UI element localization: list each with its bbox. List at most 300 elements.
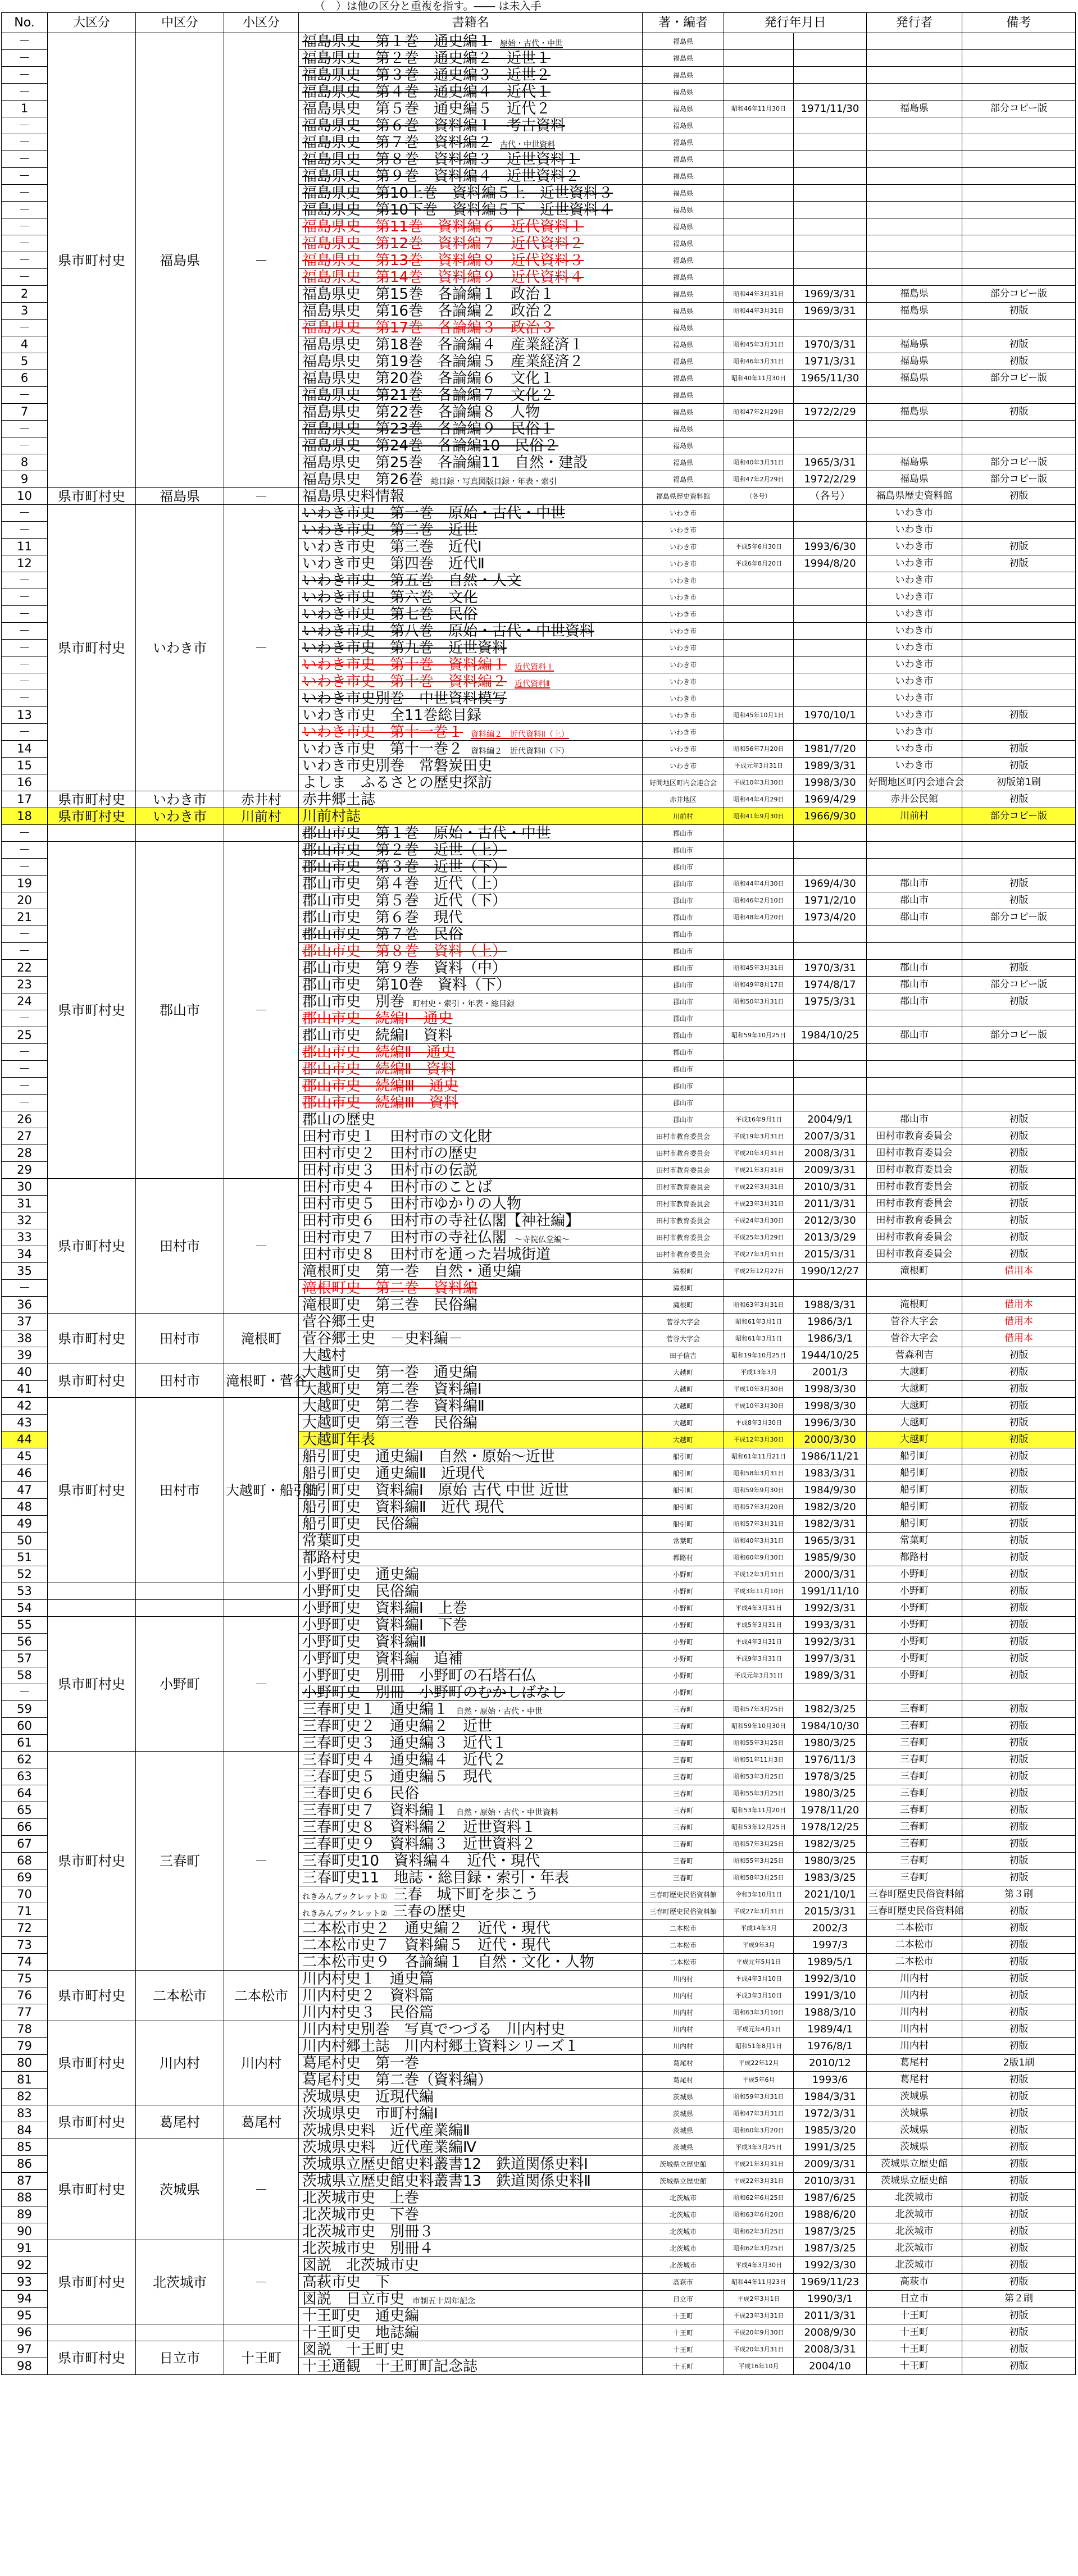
title-text: 茨城県史 市町村編Ⅰ (302, 2105, 438, 2122)
author-editor: 高萩市 (643, 2274, 724, 2291)
publish-date-japanese: 平成23年3月31日 (724, 1196, 794, 1212)
row-number: 67 (2, 1836, 48, 1853)
title-text: 三春町史10 資料編４ 近代・現代 (302, 1852, 540, 1870)
row-number: 75 (2, 1971, 48, 1987)
book-title (299, 842, 643, 859)
publish-date-western: 1998/3/30 (794, 1381, 867, 1398)
title-subtitle: 町村史・索引・年表・総目録 (412, 999, 515, 1009)
author-editor: 滝根町 (643, 1280, 724, 1297)
title-text: 高萩市史 下 (302, 2273, 390, 2291)
remarks: 初版 (962, 1364, 1076, 1381)
title-text: 郡山市史 第３巻 近世（下） (302, 858, 507, 876)
row-number: － (2, 387, 48, 404)
publisher: 常葉町 (867, 1533, 962, 1549)
author-editor: 三春町 (643, 1735, 724, 1752)
minor-category: － (224, 842, 299, 1179)
publish-date-japanese: 平成16年9月1日 (724, 1111, 794, 1128)
publish-date-japanese (724, 673, 794, 690)
publish-date-japanese: 令和3年10月1日 (724, 1886, 794, 1903)
publish-date-western: 2009/3/31 (794, 1162, 867, 1179)
publisher: いわき市 (867, 707, 962, 724)
row-number: 97 (2, 2341, 48, 2358)
book-title (299, 640, 643, 656)
remarks (962, 437, 1076, 454)
publish-date-japanese: 昭和59年3月31日 (724, 2089, 794, 2105)
publisher: 高萩市 (867, 2274, 962, 2291)
author-editor: 北茨城市 (643, 2223, 724, 2240)
publisher: 大越町 (867, 1431, 962, 1448)
table-row (2, 2324, 1076, 2341)
publish-date-japanese: 昭和61年3月1日 (724, 1314, 794, 1330)
title-text: 福島県史 第12巻 資料編７ 近代資料２ (302, 235, 584, 252)
publisher: いわき市 (867, 640, 962, 656)
book-title (299, 1061, 643, 1078)
author-editor: 福島県 (643, 454, 724, 471)
publish-date-japanese (724, 387, 794, 404)
author-editor: 郡山市 (643, 977, 724, 993)
table-row (2, 1600, 1076, 1617)
remarks (962, 1095, 1076, 1111)
publish-date-western: 1978/11/20 (794, 1802, 867, 1819)
publisher: 田村市教育委員会 (867, 1179, 962, 1196)
remarks: 初版 (962, 2274, 1076, 2291)
publisher (867, 1078, 962, 1095)
publish-date-japanese (724, 842, 794, 859)
remarks: 初版 (962, 1718, 1076, 1735)
book-title (299, 2004, 643, 2021)
remarks (962, 421, 1076, 437)
middle-category: 二本松市 (136, 1971, 224, 2021)
middle-category: 小野町 (136, 1617, 224, 1752)
book-title (299, 1246, 643, 1263)
publish-date-japanese (724, 606, 794, 623)
middle-category: 田村市 (136, 1398, 224, 1583)
middle-category (136, 1600, 224, 1617)
publisher (867, 842, 962, 859)
row-number: 86 (2, 2156, 48, 2173)
publisher: 茨城県 (867, 2089, 962, 2105)
title-text: 福島県史 第10下巻 資料編５下 近世資料４ (302, 201, 613, 218)
publisher: 田村市教育委員会 (867, 1229, 962, 1246)
title-text: 川内村史２ 資料篇 (302, 1987, 434, 2004)
row-number: 78 (2, 2021, 48, 2038)
row-number: 21 (2, 909, 48, 926)
middle-category: 田村市 (136, 1179, 224, 1314)
author-editor: 菅谷大字会 (643, 1330, 724, 1347)
row-number: 76 (2, 1987, 48, 2004)
publish-date-japanese: 平成9年3月 (724, 1937, 794, 1954)
publish-date-japanese: （各号） (724, 488, 794, 505)
major-category (48, 2324, 136, 2341)
publisher: 福島県 (867, 286, 962, 303)
publish-date-japanese: 平成10年3月30日 (724, 1381, 794, 1398)
book-title (299, 892, 643, 909)
publish-date-western: 2008/3/31 (794, 2341, 867, 2358)
publish-date-western: 1966/9/30 (794, 808, 867, 825)
publish-date-western: 1970/3/31 (794, 960, 867, 977)
book-title (299, 1263, 643, 1280)
header-row (2, 13, 1076, 33)
publisher: 三春町歴史民俗資料館 (867, 1903, 962, 1920)
publish-date-japanese (724, 50, 794, 67)
publish-date-western: 2021/10/1 (794, 1886, 867, 1903)
publish-date-western: 2004/10 (794, 2358, 867, 2375)
book-title (299, 1752, 643, 1768)
header-author: 著・編者 (643, 13, 724, 33)
publisher: 川内村 (867, 2004, 962, 2021)
book-title (299, 774, 643, 791)
publish-date-western: 2010/3/31 (794, 1179, 867, 1196)
remarks: 初版 (962, 1583, 1076, 1600)
remarks (962, 1280, 1076, 1297)
remarks: 初版 (962, 892, 1076, 909)
publish-date-japanese: 平成元年5月1日 (724, 1954, 794, 1971)
publish-date-japanese (724, 1078, 794, 1095)
author-editor: 田村市教育委員会 (643, 1212, 724, 1229)
publisher (867, 84, 962, 101)
row-number: － (2, 421, 48, 437)
author-editor: 郡山市 (643, 1027, 724, 1044)
book-title (299, 1651, 643, 1667)
remarks: 初版 (962, 993, 1076, 1010)
publish-date-japanese: 平成4年3月31日 (724, 1600, 794, 1617)
book-title (299, 1735, 643, 1752)
title-text: 滝根町史 第二巻 資料編 (302, 1279, 478, 1297)
title-text: 郡山市史 続編Ⅱ 資料 (302, 1060, 456, 1078)
row-number: 57 (2, 1651, 48, 1667)
row-number: 52 (2, 1566, 48, 1583)
publish-date-western: 1994/8/20 (794, 555, 867, 572)
row-number: － (2, 724, 48, 741)
row-number: － (2, 185, 48, 202)
remarks: 初版 (962, 1701, 1076, 1718)
publish-date-western (794, 589, 867, 606)
publisher (867, 943, 962, 960)
major-category: 県市町村史 (48, 2139, 136, 2240)
remarks: 初版 (962, 1836, 1076, 1853)
publisher: 川内村 (867, 2021, 962, 2038)
book-title (299, 218, 643, 235)
remarks: 初版 (962, 336, 1076, 353)
publish-date-japanese: 昭和49年8月17日 (724, 977, 794, 993)
row-number: 72 (2, 1920, 48, 1937)
table-row (2, 2139, 1076, 2156)
publish-date-japanese: 平成20年9月30日 (724, 2324, 794, 2341)
publish-date-western (794, 623, 867, 640)
remarks: 初版 (962, 1667, 1076, 1684)
book-title (299, 791, 643, 808)
remarks: 初版 (962, 539, 1076, 555)
author-editor: 小野町 (643, 1667, 724, 1684)
remarks: 初版 (962, 1651, 1076, 1667)
publish-date-japanese (724, 269, 794, 286)
remarks: 初版 (962, 1516, 1076, 1533)
remarks: 初版 (962, 2004, 1076, 2021)
author-editor: 田子信吉 (643, 1347, 724, 1364)
remarks: 初版 (962, 1903, 1076, 1920)
publish-date-japanese: 昭和46年2月10日 (724, 892, 794, 909)
row-number: 69 (2, 1870, 48, 1886)
remarks: 2版1刷 (962, 2055, 1076, 2072)
title-text: 福島県史 第22巻 各論編８ 人物 (302, 403, 540, 421)
remarks (962, 505, 1076, 522)
publisher: 十王町 (867, 2358, 962, 2375)
author-editor: 福島県 (643, 101, 724, 117)
publish-date-japanese: 平成5年6月30日 (724, 539, 794, 555)
row-number: － (2, 623, 48, 640)
remarks (962, 589, 1076, 606)
publish-date-western (794, 505, 867, 522)
publish-date-japanese: 昭和55年3月25日 (724, 1785, 794, 1802)
publisher (867, 421, 962, 437)
book-title (299, 1111, 643, 1128)
author-editor: 赤井地区 (643, 791, 724, 808)
title-subtitle: 自然・原始・古代・中世資料 (456, 1808, 559, 1817)
publish-date-japanese: 昭和46年11月30日 (724, 101, 794, 117)
remarks: 初版 (962, 2139, 1076, 2156)
minor-category: － (224, 1179, 299, 1314)
minor-category: － (224, 2139, 299, 2240)
publish-date-western: 1970/10/1 (794, 707, 867, 724)
major-category (48, 825, 136, 842)
row-number: 84 (2, 2122, 48, 2139)
title-text: 郡山市史 第６巻 現代 (302, 909, 463, 926)
publish-date-western: 1965/3/31 (794, 1533, 867, 1549)
title-text: 田村市史２ 田村市の歴史 (302, 1145, 478, 1162)
middle-category: いわき市 (136, 791, 224, 808)
publish-date-japanese: 昭和53年11月20日 (724, 1802, 794, 1819)
book-title (299, 286, 643, 303)
publisher: 三春町 (867, 1768, 962, 1785)
publish-date-japanese: 平成22年3月31日 (724, 1179, 794, 1196)
title-text: いわき市史 第十巻 資料編２ (302, 673, 507, 690)
book-title (299, 1701, 643, 1718)
book-title (299, 1229, 643, 1246)
row-number: 7 (2, 404, 48, 421)
book-title (299, 1482, 643, 1499)
publisher: 郡山市 (867, 960, 962, 977)
row-number: 98 (2, 2358, 48, 2375)
publish-date-western (794, 421, 867, 437)
author-editor: 三春町 (643, 1853, 724, 1870)
middle-category: 郡山市 (136, 842, 224, 1179)
publish-date-western (794, 151, 867, 168)
publish-date-western: 1980/3/25 (794, 1785, 867, 1802)
table-row (2, 2341, 1076, 2358)
title-text: 福島県史 第25巻 各論編11 自然・建設 (302, 454, 588, 471)
book-title (299, 2223, 643, 2240)
remarks: 初版 (962, 1347, 1076, 1364)
major-category (48, 1583, 136, 1600)
book-title (299, 320, 643, 336)
publish-date-western: 1981/7/20 (794, 741, 867, 758)
publisher: 福島県 (867, 404, 962, 421)
title-text: 菅谷郷土史 －史料編－ (302, 1330, 463, 1347)
publish-date-western: 1989/4/1 (794, 2021, 867, 2038)
publish-date-western: 2012/3/30 (794, 1212, 867, 1229)
row-number: 81 (2, 2072, 48, 2089)
title-text: 船引町史 資料編Ⅰ 原始 古代 中世 近世 (302, 1481, 569, 1499)
title-text: 田村市史７ 田村市の寺社仏閣 (302, 1229, 507, 1246)
major-category: 県市町村史 (48, 808, 136, 825)
remarks: 初版 (962, 2190, 1076, 2206)
publish-date-japanese: 昭和61年11月21日 (724, 1448, 794, 1465)
title-text: いわき市史 全11巻総目録 (302, 706, 482, 724)
author-editor: 福島県 (643, 387, 724, 404)
publisher: 田村市教育委員会 (867, 1145, 962, 1162)
publisher (867, 67, 962, 84)
publisher: 川内村 (867, 1987, 962, 2004)
publish-date-japanese: 平成元年3月31日 (724, 758, 794, 774)
book-title (299, 2021, 643, 2038)
book-title (299, 1398, 643, 1415)
author-editor: 二本松市 (643, 1954, 724, 1971)
publish-date-japanese (724, 690, 794, 707)
remarks: 初版 (962, 1600, 1076, 1617)
publish-date-japanese (724, 572, 794, 589)
publish-date-western (794, 842, 867, 859)
remarks: 初版 (962, 1870, 1076, 1886)
row-number: 8 (2, 454, 48, 471)
remarks: 初版 (962, 1752, 1076, 1768)
publisher: 郡山市 (867, 1027, 962, 1044)
book-title (299, 589, 643, 606)
publish-date-western (794, 673, 867, 690)
author-editor: 大越町 (643, 1381, 724, 1398)
publisher (867, 1061, 962, 1078)
book-title (299, 555, 643, 572)
author-editor: いわき市 (643, 589, 724, 606)
remarks: 初版 (962, 1415, 1076, 1431)
publisher (867, 825, 962, 842)
minor-category: 二本松市 (224, 1971, 299, 2021)
publish-date-japanese: 平成3年3月10日 (724, 1987, 794, 2004)
publish-date-japanese: 平成22年3月31日 (724, 2173, 794, 2190)
major-category: 県市町村史 (48, 2240, 136, 2324)
title-text: 船引町史 資料編Ⅱ 近代 現代 (302, 1498, 504, 1516)
publish-date-western (794, 825, 867, 842)
book-title (299, 202, 643, 218)
book-title (299, 1280, 643, 1297)
book-title (299, 2341, 643, 2358)
title-text: 福島県史料情報 (302, 487, 405, 505)
publisher: 福島県 (867, 303, 962, 320)
remarks: 初版 (962, 1398, 1076, 1415)
book-title (299, 1364, 643, 1381)
remarks: 初版 (962, 1785, 1076, 1802)
minor-category: － (224, 488, 299, 505)
publisher: 郡山市 (867, 993, 962, 1010)
remarks: 初版 (962, 2156, 1076, 2173)
book-title (299, 724, 643, 741)
book-title (299, 2358, 643, 2375)
row-number: 40 (2, 1364, 48, 1381)
publish-date-japanese (724, 1061, 794, 1078)
publish-date-western: 1984/3/31 (794, 2089, 867, 2105)
publish-date-western: 1985/3/20 (794, 2122, 867, 2139)
book-title (299, 1954, 643, 1971)
book-title (299, 656, 643, 673)
row-number: － (2, 1010, 48, 1027)
publish-date-western (794, 50, 867, 67)
row-number: 23 (2, 977, 48, 993)
publisher: 葛尾村 (867, 2072, 962, 2089)
publish-date-japanese: 平成元年4月1日 (724, 2021, 794, 2038)
publish-date-western (794, 522, 867, 539)
title-text: 図説 日立市史 (302, 2290, 405, 2308)
title-text: 郡山市史 第９巻 資料（中） (302, 959, 507, 977)
publisher (867, 117, 962, 134)
row-number: 25 (2, 1027, 48, 1044)
publisher: 福島県 (867, 336, 962, 353)
publish-date-western: 1982/3/20 (794, 1499, 867, 1516)
table-row (2, 488, 1076, 505)
book-title (299, 1836, 643, 1853)
remarks: 初版 (962, 488, 1076, 505)
publisher (867, 387, 962, 404)
book-title (299, 1634, 643, 1651)
publish-date-japanese (724, 522, 794, 539)
title-text: いわき市史 第十一巻２ (302, 740, 463, 758)
remarks (962, 202, 1076, 218)
publish-date-japanese: 平成10年3月30日 (724, 1398, 794, 1415)
title-text: 田村市史１ 田村市の文化財 (302, 1128, 493, 1145)
middle-category: いわき市 (136, 808, 224, 825)
title-subtitle: ～寺院仏堂編～ (515, 1235, 570, 1244)
remarks: 初版 (962, 1179, 1076, 1196)
publish-date-western: 1969/3/31 (794, 286, 867, 303)
book-title (299, 471, 643, 488)
title-subtitle: 総目録・写真図版目録・年表・索引 (431, 477, 557, 486)
publish-date-western: 2013/3/29 (794, 1229, 867, 1246)
book-title (299, 2105, 643, 2122)
author-editor: 郡山市 (643, 892, 724, 909)
author-editor: 郡山市 (643, 876, 724, 892)
middle-category (136, 1583, 224, 1600)
table-row (2, 842, 1076, 859)
publish-date-western: 1978/3/25 (794, 1768, 867, 1785)
remarks (962, 1044, 1076, 1061)
publisher: いわき市 (867, 572, 962, 589)
title-text: 三春町史５ 通史編５ 現代 (302, 1768, 493, 1785)
remarks (962, 656, 1076, 673)
publish-date-japanese: 平成20年3月31日 (724, 2341, 794, 2358)
publish-date-japanese: 昭和55年3月25日 (724, 1853, 794, 1870)
publisher (867, 151, 962, 168)
remarks: 初版 (962, 876, 1076, 892)
publish-date-japanese: 平成14年3月 (724, 1920, 794, 1937)
publish-date-western: 2011/3/31 (794, 1196, 867, 1212)
row-number: － (2, 943, 48, 960)
minor-category (224, 2324, 299, 2341)
publisher: 三春町 (867, 1802, 962, 1819)
major-category: 県市町村史 (48, 2105, 136, 2139)
author-editor: 葛尾村 (643, 2072, 724, 2089)
title-text: 福島県史 第21巻 各論編７ 文化２ (302, 386, 555, 404)
row-number: － (2, 252, 48, 269)
book-title (299, 993, 643, 1010)
title-text: 船引町史 通史編Ⅱ 近現代 (302, 1465, 485, 1482)
row-number: 41 (2, 1381, 48, 1398)
row-number: 37 (2, 1314, 48, 1330)
publish-date-western: 2000/3/30 (794, 1431, 867, 1448)
publish-date-japanese: 昭和53年3月25日 (724, 1768, 794, 1785)
publisher: 二本松市 (867, 1937, 962, 1954)
row-number: 60 (2, 1718, 48, 1735)
publish-date-western: 2000/3/31 (794, 1566, 867, 1583)
title-text: 北茨城市史 下巻 (302, 2206, 420, 2223)
publisher: 茨城県立歴史館 (867, 2156, 962, 2173)
